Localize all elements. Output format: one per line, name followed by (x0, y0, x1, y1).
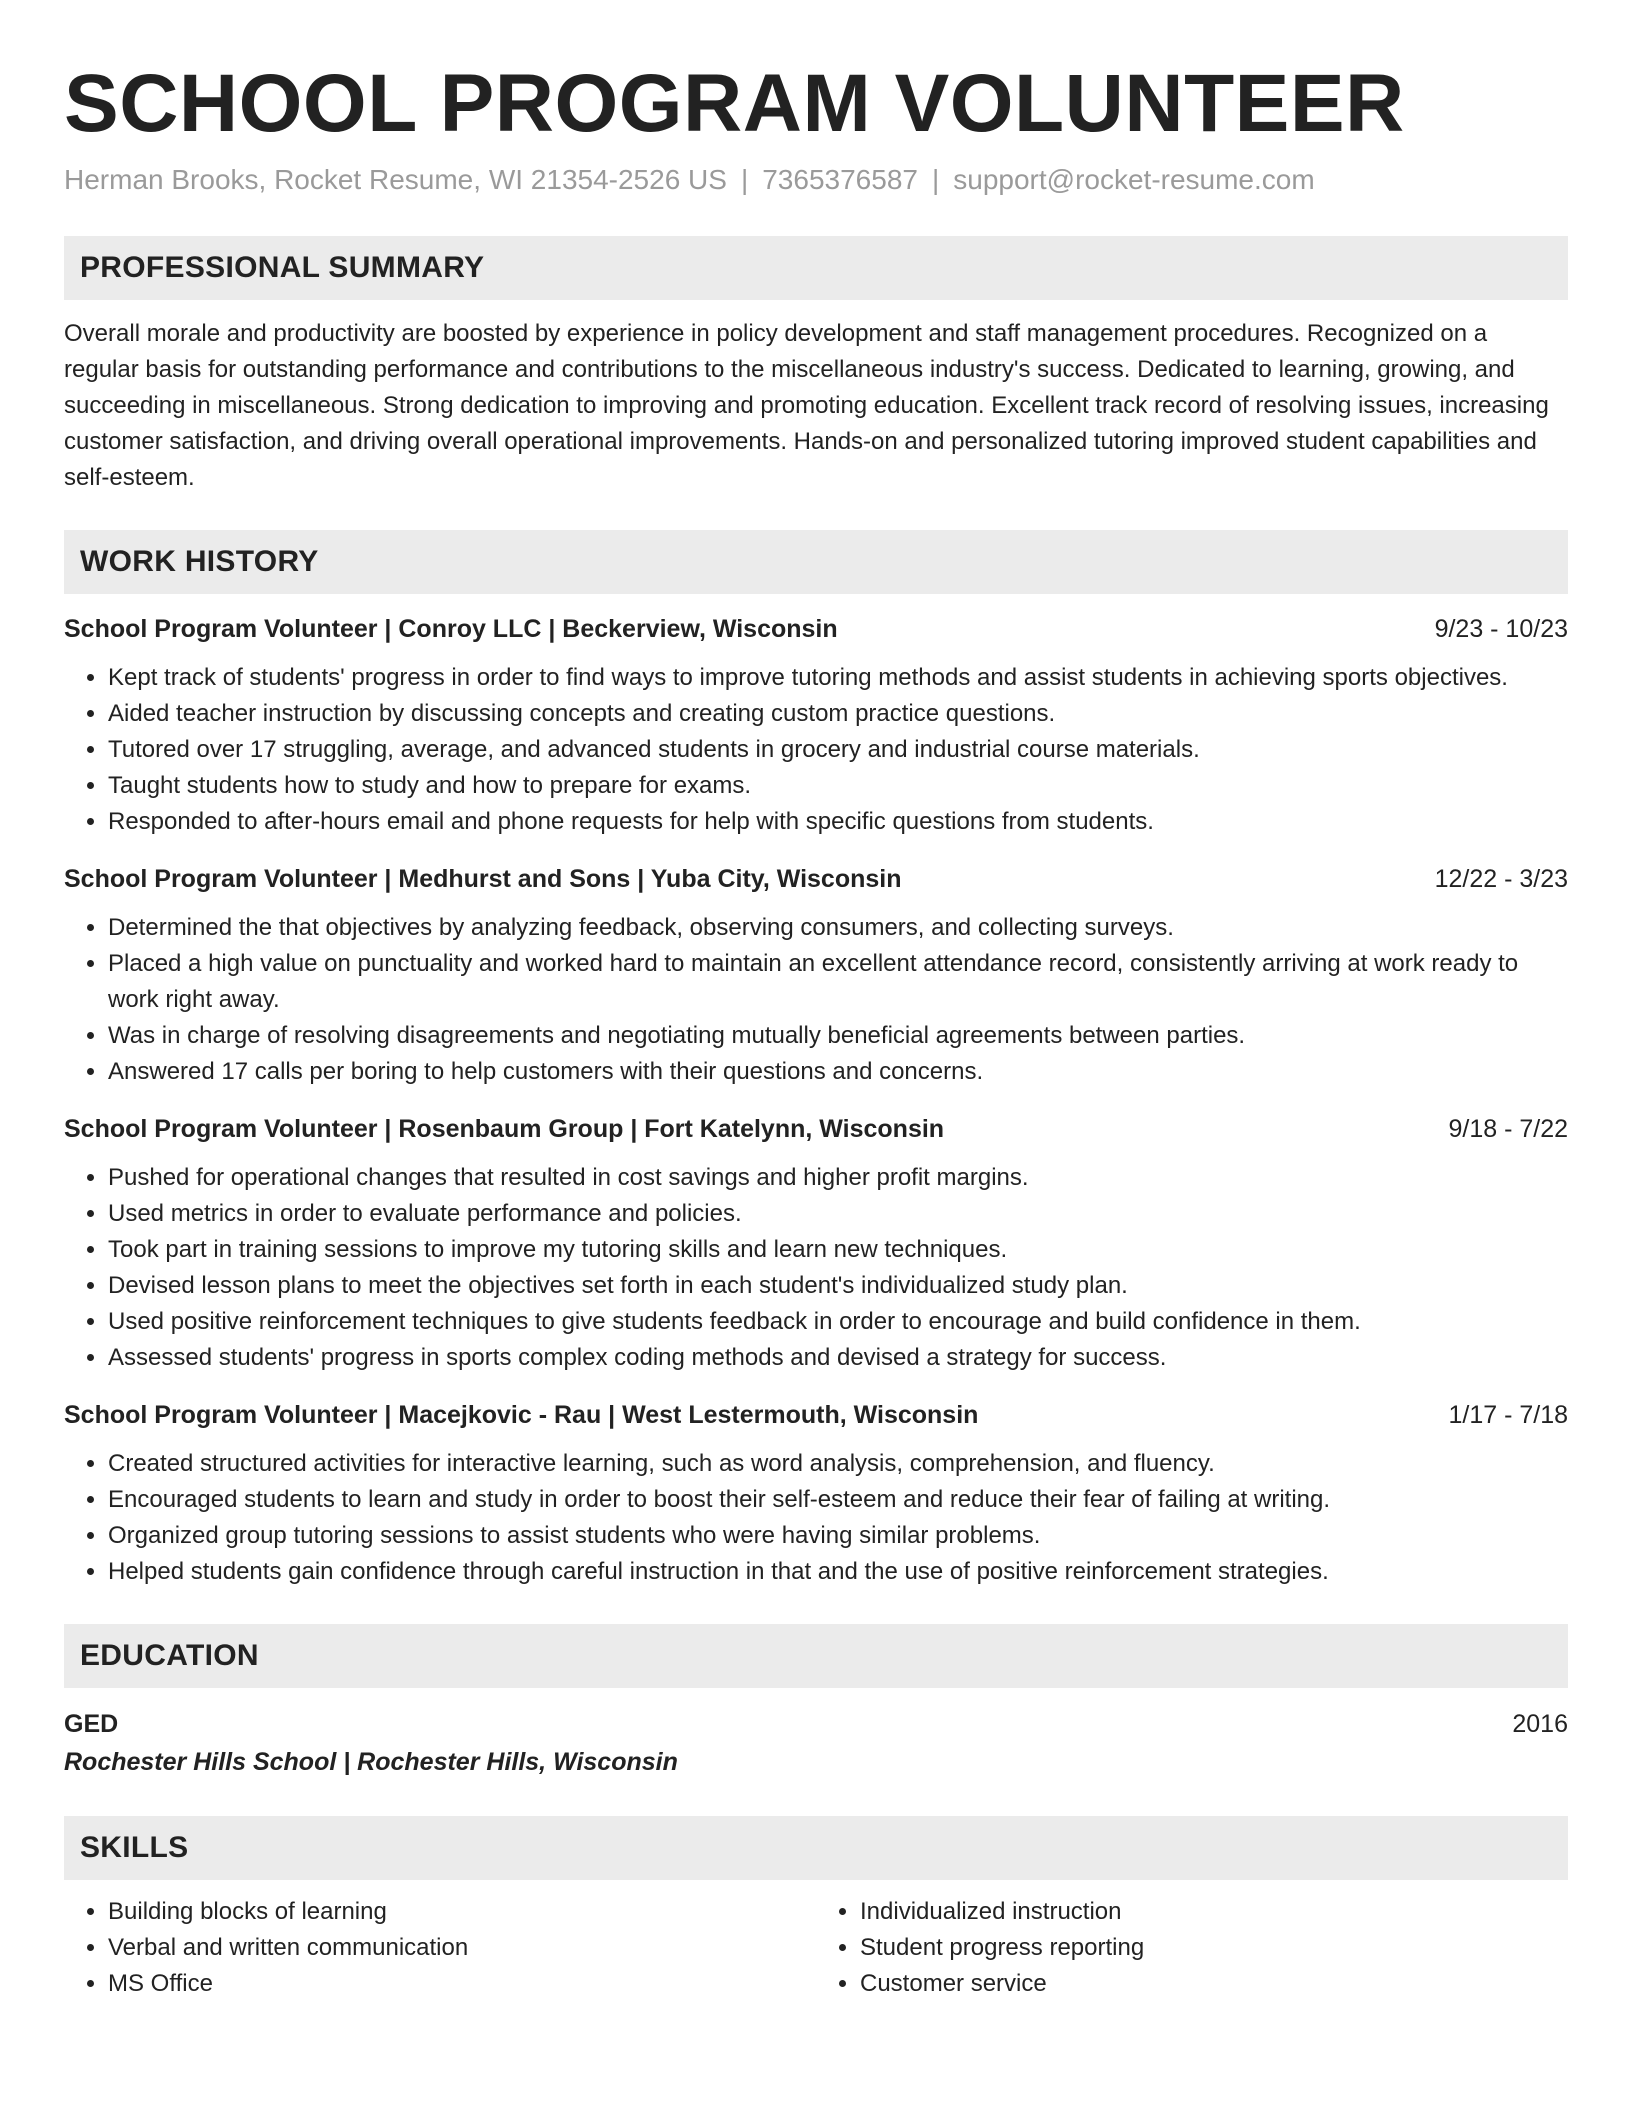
contact-phone: 7365376587 (762, 164, 918, 195)
section-heading-education: EDUCATION (64, 1624, 1568, 1688)
job-title: School Program Volunteer | Rosenbaum Group | Fort Katelynn, Wisconsin (64, 1115, 945, 1143)
job-bullet: • Responded to after-hours email and phone requests for help with specific questions from students. (108, 804, 1568, 840)
job-bullet: • Determined the that objectives by analyzing feedback, observing consumers, and collecting surveys. (108, 910, 1568, 946)
contact-separator: | (931, 164, 940, 195)
job-bullet: • Devised lesson plans to meet the objectives set forth in each student's individualized study plan. (108, 1268, 1568, 1304)
job-bullets (64, 660, 1568, 840)
education-degree: GED (64, 1710, 119, 1738)
job-title: School Program Volunteer | Conroy LLC | Beckerview, Wisconsin (64, 615, 838, 643)
job-bullet: • Created structured activities for interactive learning, such as word analysis, comprehension, and fluency. (108, 1446, 1568, 1482)
job-bullet: • Took part in training sessions to improve my tutoring skills and learn new techniques. (108, 1232, 1568, 1268)
job-bullet: • Answered 17 calls per boring to help customers with their questions and concerns. (108, 1054, 1568, 1090)
job-bullet: • Used positive reinforcement techniques to give students feedback in order to encourage and build confidence in them. (108, 1304, 1568, 1340)
job-entry (64, 1112, 1568, 1376)
job-bullets (64, 1446, 1568, 1590)
job-bullets (64, 910, 1568, 1090)
job-bullet: • Tutored over 17 struggling, average, and advanced students in grocery and industrial course materials. (108, 732, 1568, 768)
job-entry (64, 612, 1568, 840)
job-dates: 1/17 - 7/18 (1448, 1401, 1568, 1429)
job-bullet: • Taught students how to study and how to prepare for exams. (108, 768, 1568, 804)
job-dates: 9/23 - 10/23 (1434, 615, 1568, 643)
contact-address: Herman Brooks, Rocket Resume, WI 21354-2526 US (64, 164, 727, 195)
skill-item: • Verbal and written communication (108, 1930, 816, 1966)
job-bullet: • Aided teacher instruction by discussing concepts and creating custom practice questions. (108, 696, 1568, 732)
job-header (64, 1398, 1568, 1432)
education-header (64, 1706, 1568, 1742)
skill-item: • Building blocks of learning (108, 1894, 816, 1930)
skills-column-left (64, 1894, 816, 2002)
job-bullet: • Organized group tutoring sessions to assist students who were having similar problems. (108, 1518, 1568, 1554)
education-school: Rochester Hills School | Rochester Hills, Wisconsin (64, 1748, 678, 1776)
job-title: School Program Volunteer | Macejkovic - Rau | West Lestermouth, Wisconsin (64, 1401, 979, 1429)
job-bullet: • Kept track of students' progress in order to find ways to improve tutoring methods and assist students in achieving sports objectives. (108, 660, 1568, 696)
skill-item: • Individualized instruction (860, 1894, 1568, 1930)
job-bullet: • Used metrics in order to evaluate performance and policies. (108, 1196, 1568, 1232)
job-header (64, 862, 1568, 896)
job-title: School Program Volunteer | Medhurst and Sons | Yuba City, Wisconsin (64, 865, 902, 893)
job-bullet: • Placed a high value on punctuality and worked hard to maintain an excellent attendance record, consistently arriving at work ready to work right away. (108, 946, 1568, 1018)
job-entry (64, 862, 1568, 1090)
job-entry (64, 1398, 1568, 1590)
education-year: 2016 (1512, 1710, 1568, 1738)
job-bullet: • Was in charge of resolving disagreements and negotiating mutually beneficial agreements between parties. (108, 1018, 1568, 1054)
job-bullet: • Assessed students' progress in sports complex coding methods and devised a strategy for success. (108, 1340, 1568, 1376)
page-title: SCHOOL PROGRAM VOLUNTEER (64, 58, 1405, 149)
skill-item: • Customer service (860, 1966, 1568, 2002)
job-dates: 12/22 - 3/23 (1434, 865, 1568, 893)
contact-line (64, 162, 1568, 198)
skill-item: • Student progress reporting (860, 1930, 1568, 1966)
summary-text: Overall morale and productivity are boosted by experience in policy development and staff management procedures. Recognized on a regular basis for outstanding performance and contributions to the miscellaneous industry's success. Dedicated to learning, growing, and succeeding in miscellaneous. Strong dedication to improving and promoting education. Excellent track record of resolving issues, increasing customer satisfaction, and driving overall operational improvements. Hands-on and personalized tutoring improved student capabilities and self-esteem. (64, 320, 1549, 491)
section-heading-work-history: WORK HISTORY (64, 530, 1568, 594)
skills-column-right (816, 1894, 1568, 2002)
job-header (64, 1112, 1568, 1146)
job-bullet: • Encouraged students to learn and study in order to boost their self-esteem and reduce their fear of failing at writing. (108, 1482, 1568, 1518)
section-heading-skills: SKILLS (64, 1816, 1568, 1880)
job-bullet: • Pushed for operational changes that resulted in cost savings and higher profit margins. (108, 1160, 1568, 1196)
skills-list (64, 1894, 1568, 2002)
section-heading-summary: PROFESSIONAL SUMMARY (64, 236, 1568, 300)
job-dates: 9/18 - 7/22 (1448, 1115, 1568, 1143)
skill-item: • MS Office (108, 1966, 816, 2002)
contact-email[interactable]: support@rocket-resume.com (953, 164, 1315, 195)
contact-separator: | (740, 164, 749, 195)
job-bullets (64, 1160, 1568, 1376)
job-bullet: • Helped students gain confidence through careful instruction in that and the use of positive reinforcement strategies. (108, 1554, 1568, 1590)
job-header (64, 612, 1568, 646)
